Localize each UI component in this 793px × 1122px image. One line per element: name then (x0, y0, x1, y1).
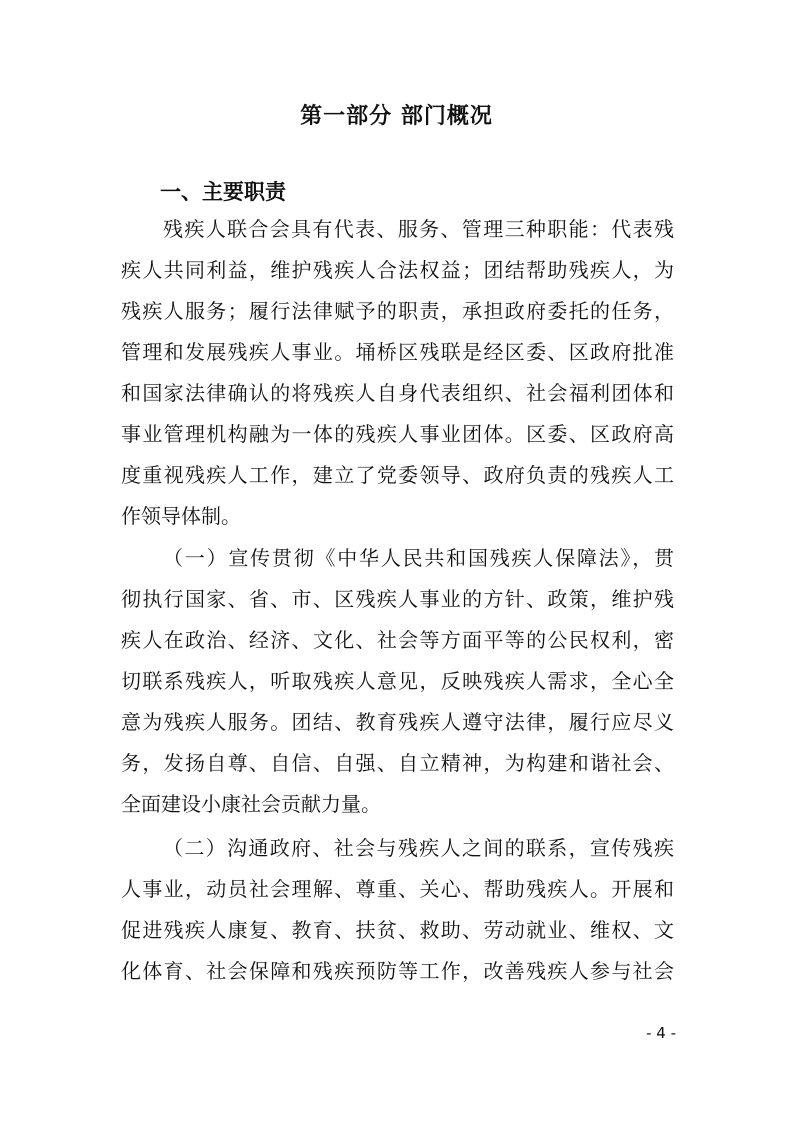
page-title: 第一部分 部门概况 (300, 104, 493, 129)
paragraph-line: 化体育、社会保障和残疾预防等工作，改善残疾人参与社会 (121, 959, 674, 983)
paragraph-line: 切联系残疾人，听取残疾人意见，反映残疾人需求，全心全 (121, 669, 674, 693)
paragraph-line: （一）宣传贯彻《中华人民共和国残疾人保障法》，贯 (163, 546, 674, 570)
paragraph-line: （二）沟通政府、社会与残疾人之间的联系，宣传残疾 (163, 836, 674, 860)
paragraph-line: 促进残疾人康复、教育、扶贫、救助、劳动就业、维权、文 (121, 918, 674, 942)
paragraph-line: 全面建设小康社会贡献力量。 (121, 792, 381, 816)
paragraph-line: 作领导体制。 (121, 504, 241, 528)
paragraph-line: 事业管理机构融为一体的残疾人事业团体。区委、区政府高 (121, 422, 674, 446)
paragraph-line: 残疾人联合会具有代表、服务、管理三种职能：代表残 (163, 217, 674, 241)
paragraph-line: 彻执行国家、省、市、区残疾人事业的方针、政策，维护残 (121, 587, 674, 611)
section-heading-main-duties: 一、主要职责 (160, 180, 286, 204)
paragraph-line: 和国家法律确认的将残疾人自身代表组织、社会福利团体和 (121, 381, 674, 405)
paragraph-line: 疾人在政治、经济、文化、社会等方面平等的公民权利，密 (121, 628, 674, 652)
paragraph-line: 管理和发展残疾人事业。埇桥区残联是经区委、区政府批准 (121, 340, 674, 364)
paragraph-line: 人事业，动员社会理解、尊重、关心、帮助残疾人。开展和 (121, 877, 674, 901)
paragraph-line: 意为残疾人服务。团结、教育残疾人遵守法律，履行应尽义 (121, 710, 674, 734)
paragraph-line: 残疾人服务；履行法律赋予的职责，承担政府委托的任务， (121, 299, 674, 323)
paragraph-line: 疾人共同利益，维护残疾人合法权益；团结帮助残疾人，为 (121, 258, 674, 282)
paragraph-line: 务，发扬自尊、自信、自强、自立精神，为构建和谐社会、 (121, 751, 674, 775)
page-number: - 4 - (646, 1024, 676, 1042)
paragraph-line: 度重视残疾人工作，建立了党委领导、政府负责的残疾人工 (121, 463, 674, 487)
